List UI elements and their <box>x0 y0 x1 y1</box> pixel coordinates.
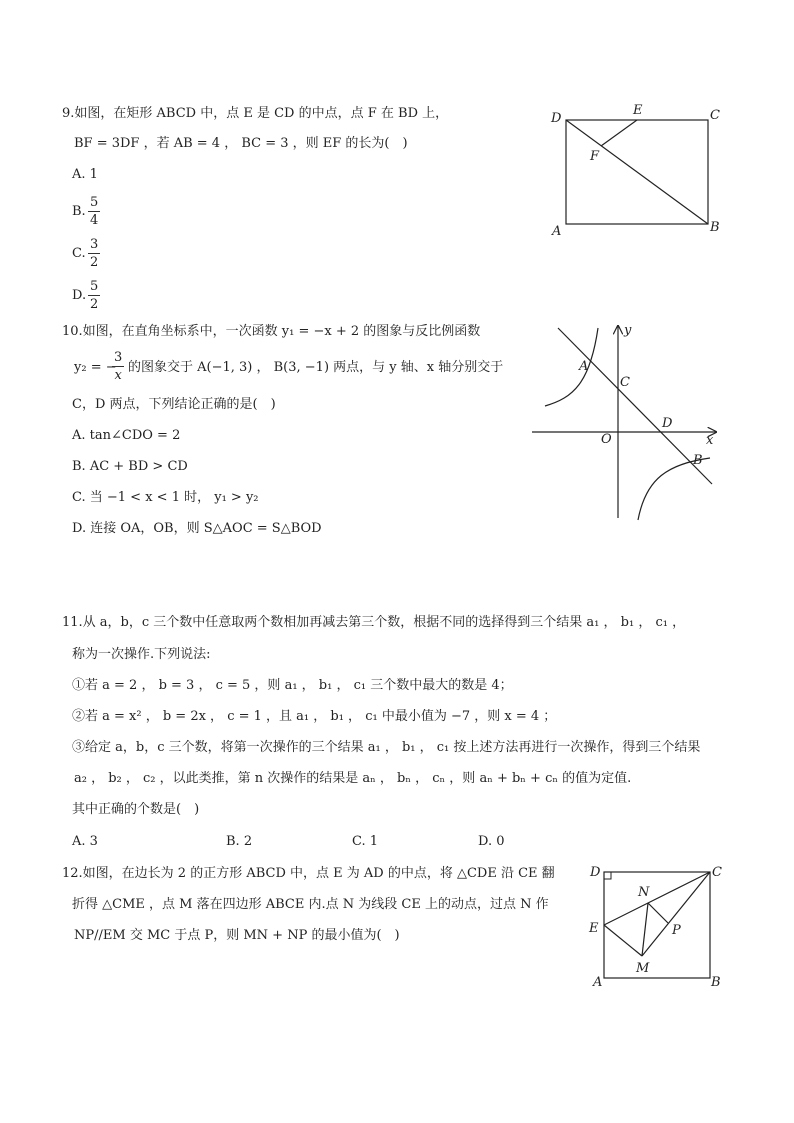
q12-stem-line3: NP//EM 交 MC 于点 P，则 MN + NP 的最小值为( ) <box>74 928 400 943</box>
q10-stem-line3: C，D 两点，下列结论正确的是( ) <box>72 397 276 412</box>
q10-label-y: y <box>624 323 632 338</box>
q11-option-d[interactable]: D. 0 <box>478 834 505 849</box>
q12-right-angle-mark <box>604 872 611 879</box>
q10-inverse-numerator: 3 <box>114 350 123 365</box>
q10-stem-line2-prefix: y₂ = − <box>74 360 117 375</box>
q10-stem-line1: 10.如图，在直角坐标系中，一次函数 y₁ = −x + 2 的图象与反比例函数 <box>62 324 481 339</box>
q10-coordinate-figure <box>528 318 728 523</box>
q11-statement-2: ②若 a = x² ， b = 2x ， c = 1 ，且 a₁ ， b₁ ， c₁ 中最小值为 −7 ，则 x = 4 ； <box>72 709 557 724</box>
q9-option-c-denominator: 2 <box>90 255 99 270</box>
q11-statement-3-line2: a₂ ， b₂ ， c₂ ，以此类推，第 n 次操作的结果是 aₙ ， bₙ ， cₙ ，则 aₙ + bₙ + cₙ 的值为定值. <box>74 771 632 786</box>
q10-linear-function-line <box>558 328 712 484</box>
q9-option-d-numerator: 5 <box>90 279 99 294</box>
q9-option-c-fraction <box>88 238 100 269</box>
q10-option-c[interactable]: C. 当 −1 < x < 1 时， y₁ > y₂ <box>72 490 259 505</box>
q11-option-c[interactable]: C. 1 <box>352 834 379 849</box>
q9-option-b-fraction <box>88 196 100 227</box>
q11-question-prompt: 其中正确的个数是( ) <box>72 802 200 817</box>
q12-label-a: A <box>593 975 603 990</box>
q9-option-a[interactable]: A. 1 <box>72 167 98 182</box>
q12-square-abcd <box>604 872 710 978</box>
q9-option-d-fraction <box>88 280 100 311</box>
q12-stem-line1: 12.如图，在边长为 2 的正方形 ABCD 中，点 E 为 AD 的中点，将 △CDE 沿 CE 翻 <box>62 866 555 881</box>
q11-stem-line2: 称为一次操作.下列说法: <box>72 647 211 662</box>
q11-option-a[interactable]: A. 3 <box>72 834 98 849</box>
q9-label-e: E <box>633 103 643 118</box>
q12-segment-em <box>604 925 642 956</box>
q11-option-b[interactable]: B. 2 <box>226 834 253 849</box>
q12-stem-line2: 折得 △CME ，点 M 落在四边形 ABCE 内.点 N 为线段 CE 上的动点，过点 N 作 <box>72 897 549 912</box>
q11-statement-1: ①若 a = 2 ， b = 3 ， c = 5 ，则 a₁ ， b₁ ， c₁ 三个数中最大的数是 4； <box>72 678 513 693</box>
q9-option-b-denominator: 4 <box>90 213 99 228</box>
q9-option-c-numerator: 3 <box>90 237 99 252</box>
q9-option-b-label[interactable]: B. <box>72 204 86 219</box>
q9-option-d-label[interactable]: D. <box>72 288 87 303</box>
q10-label-x: x <box>706 433 714 448</box>
q12-label-p: P <box>672 923 681 938</box>
q12-segment-ec <box>604 872 710 925</box>
q10-label-b: B <box>693 453 703 468</box>
q12-segment-np <box>648 903 668 923</box>
q12-label-c: C <box>712 865 722 880</box>
q9-label-c: C <box>710 108 720 123</box>
q9-segment-ef <box>601 120 637 146</box>
q12-label-d: D <box>590 865 601 880</box>
q9-label-f: F <box>590 149 600 164</box>
q10-inverse-denominator: x <box>114 368 122 383</box>
q10-inverse-fraction <box>112 351 124 382</box>
q10-stem-line2-suffix: 的图象交于 A(−1, 3) ， B(3, −1) 两点，与 y 轴、x 轴分别交于 <box>128 360 504 375</box>
q11-statement-3-line1: ③给定 a，b，c 三个数，将第一次操作的三个结果 a₁ ， b₁ ， c₁ 按上述方法再进行一次操作，得到三个结果 <box>72 740 701 755</box>
q10-label-o: O <box>601 432 612 447</box>
q9-label-d: D <box>551 111 562 126</box>
q9-label-b: B <box>710 220 720 235</box>
q10-label-a: A <box>579 359 589 374</box>
q9-diagonal-bd <box>566 120 708 224</box>
q9-rectangle-figure <box>540 96 730 241</box>
q12-label-b: B <box>711 975 721 990</box>
q10-option-d[interactable]: D. 连接 OA，OB，则 S△AOC = S△BOD <box>72 521 322 536</box>
q10-hyperbola-branch-upper <box>545 328 598 406</box>
q9-stem-line2: BF = 3DF ，若 AB = 4 ， BC = 3 ，则 EF 的长为( ) <box>74 136 408 151</box>
q11-stem-line1: 11.从 a，b，c 三个数中任意取两个数相加再减去第三个数，根据不同的选择得到三个结果 a₁ ， b₁ ， c₁ ， <box>62 615 686 630</box>
q12-label-m: M <box>636 961 650 976</box>
q9-option-d-denominator: 2 <box>90 297 99 312</box>
q12-segment-mc <box>642 872 710 956</box>
q12-label-n: N <box>638 885 650 900</box>
q12-square-figure <box>584 860 726 992</box>
q9-stem-line1: 9.如图，在矩形 ABCD 中，点 E 是 CD 的中点，点 F 在 BD 上， <box>62 106 449 121</box>
q9-option-c-label[interactable]: C. <box>72 246 86 261</box>
q9-option-b-numerator: 5 <box>90 195 99 210</box>
q12-label-e: E <box>589 921 599 936</box>
q10-label-d: D <box>662 416 673 431</box>
q12-segment-nm <box>642 903 648 956</box>
q10-option-b[interactable]: B. AC + BD > CD <box>72 459 188 474</box>
q9-label-a: A <box>552 224 562 239</box>
q10-option-a[interactable]: A. tan∠CDO = 2 <box>72 428 181 443</box>
q10-label-c: C <box>620 375 630 390</box>
